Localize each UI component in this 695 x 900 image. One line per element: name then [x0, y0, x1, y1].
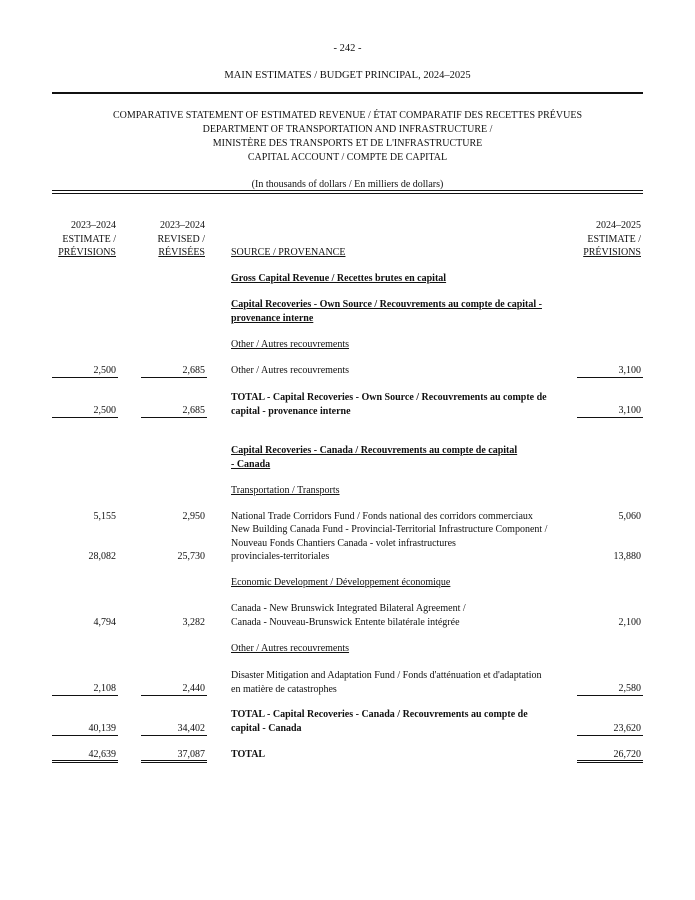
- subtotal-rule: [52, 377, 118, 378]
- col-estimate-2024-header: 2024–2025 ESTIMATE / PRÉVISIONS: [583, 220, 641, 258]
- nbcf-revised-2023: 25,730: [177, 551, 205, 562]
- other-own-label: Other / Autres recouvrements: [231, 365, 350, 376]
- total-rule: [141, 735, 207, 736]
- nbcf-estimate-2023: 28,082: [88, 551, 116, 562]
- grand-total-estimate-2023: 42,639: [88, 749, 116, 760]
- grand-total-estimate-2024: 26,720: [613, 749, 641, 760]
- total-rule: [577, 735, 643, 736]
- total-rule: [52, 735, 118, 736]
- subtotal-rule: [52, 695, 118, 696]
- statement-title: COMPARATIVE STATEMENT OF ESTIMATED REVENUE / ÉTAT COMPARATIF DES RECETTES PRÉVUES: [113, 110, 582, 121]
- total-rule: [577, 417, 643, 418]
- nbcf-estimate-2024: 13,880: [613, 551, 641, 562]
- units-note: (In thousands of dollars / En milliers de dollars): [251, 179, 444, 190]
- department-name-fr: MINISTÈRE DES TRANSPORTS ET DE L'INFRASTRUCTURE: [212, 138, 483, 149]
- nbiba-estimate-2023: 4,794: [93, 617, 116, 628]
- col-revised-2023-header: 2023–2024 REVISED / RÉVISÉES: [157, 220, 205, 258]
- nbcf-label: New Building Canada Fund - Provincial-Territorial Infrastructure Component / Nouveau Fonds Chantiers Canada - volet infrastructures provinciales-territoriales: [231, 524, 548, 562]
- nbiba-estimate-2024: 2,100: [618, 617, 641, 628]
- subtotal-rule: [141, 377, 207, 378]
- other-own-estimate-2023: 2,500: [93, 365, 116, 376]
- nbiba-revised-2023: 3,282: [182, 617, 205, 628]
- dmaf-label: Disaster Mitigation and Adaptation Fund / Fonds d'atténuation et d'adaptation en matière de catastrophes: [231, 670, 542, 695]
- grand-total-double-rule: [52, 760, 118, 763]
- total-own-source-label: TOTAL - Capital Recoveries - Own Source / Recouvrements au compte de capital - provenance interne: [231, 392, 547, 417]
- header-rule: [52, 92, 643, 94]
- grand-total-double-rule: [577, 760, 643, 763]
- dmaf-estimate-2024: 2,580: [618, 683, 641, 694]
- total-canada-label: TOTAL - Capital Recoveries - Canada / Recouvrements au compte de capital - Canada: [231, 709, 528, 734]
- ntcf-label: National Trade Corridors Fund / Fonds national des corridors commerciaux: [231, 511, 533, 522]
- subtotal-rule: [577, 377, 643, 378]
- total-rule: [52, 417, 118, 418]
- dmaf-revised-2023: 2,440: [182, 683, 205, 694]
- nbiba-label: Canada - New Brunswick Integrated Bilateral Agreement / Canada - Nouveau-Brunswick Entente bilatérale intégrée: [231, 603, 466, 628]
- ntcf-estimate-2024: 5,060: [618, 511, 641, 522]
- running-title: MAIN ESTIMATES / BUDGET PRINCIPAL, 2024–2025: [224, 70, 471, 81]
- grand-total-revised-2023: 37,087: [177, 749, 205, 760]
- other-own-estimate-2024: 3,100: [618, 365, 641, 376]
- subsection-transportation: Transportation / Transports: [231, 485, 340, 496]
- total-rule: [141, 417, 207, 418]
- heading-double-rule: [52, 190, 643, 194]
- other-own-revised-2023: 2,685: [182, 365, 205, 376]
- subtotal-rule: [141, 695, 207, 696]
- col-source-header: SOURCE / PROVENANCE: [231, 247, 346, 258]
- subsection-other-own: Other / Autres recouvrements: [231, 339, 350, 350]
- grand-total-label: TOTAL: [231, 749, 266, 760]
- total-canada-estimate-2023: 40,139: [88, 723, 116, 734]
- section-canada: Capital Recoveries - Canada / Recouvrements au compte de capital - Canada: [231, 445, 518, 470]
- section-gross-capital-revenue: Gross Capital Revenue / Recettes brutes en capital: [231, 273, 447, 284]
- ntcf-revised-2023: 2,950: [182, 511, 205, 522]
- col-estimate-2023-header: 2023–2024 ESTIMATE / PRÉVISIONS: [58, 220, 116, 258]
- grand-total-double-rule: [141, 760, 207, 763]
- ntcf-estimate-2023: 5,155: [93, 511, 116, 522]
- subtotal-rule: [577, 695, 643, 696]
- page-number: - 242 -: [333, 43, 362, 54]
- department-name-en: DEPARTMENT OF TRANSPORTATION AND INFRASTRUCTURE /: [202, 124, 493, 135]
- subsection-economic-development: Economic Development / Développement économique: [231, 577, 451, 588]
- subsection-other-canada: Other / Autres recouvrements: [231, 643, 350, 654]
- total-own-estimate-2024: 3,100: [618, 405, 641, 416]
- total-canada-revised-2023: 34,402: [177, 723, 205, 734]
- section-own-source: Capital Recoveries - Own Source / Recouvrements au compte de capital - provenance interne: [231, 299, 542, 324]
- total-own-estimate-2023: 2,500: [93, 405, 116, 416]
- total-canada-estimate-2024: 23,620: [613, 723, 641, 734]
- dmaf-estimate-2023: 2,108: [93, 683, 116, 694]
- total-own-revised-2023: 2,685: [182, 405, 205, 416]
- account-name: CAPITAL ACCOUNT / COMPTE DE CAPITAL: [247, 152, 448, 163]
